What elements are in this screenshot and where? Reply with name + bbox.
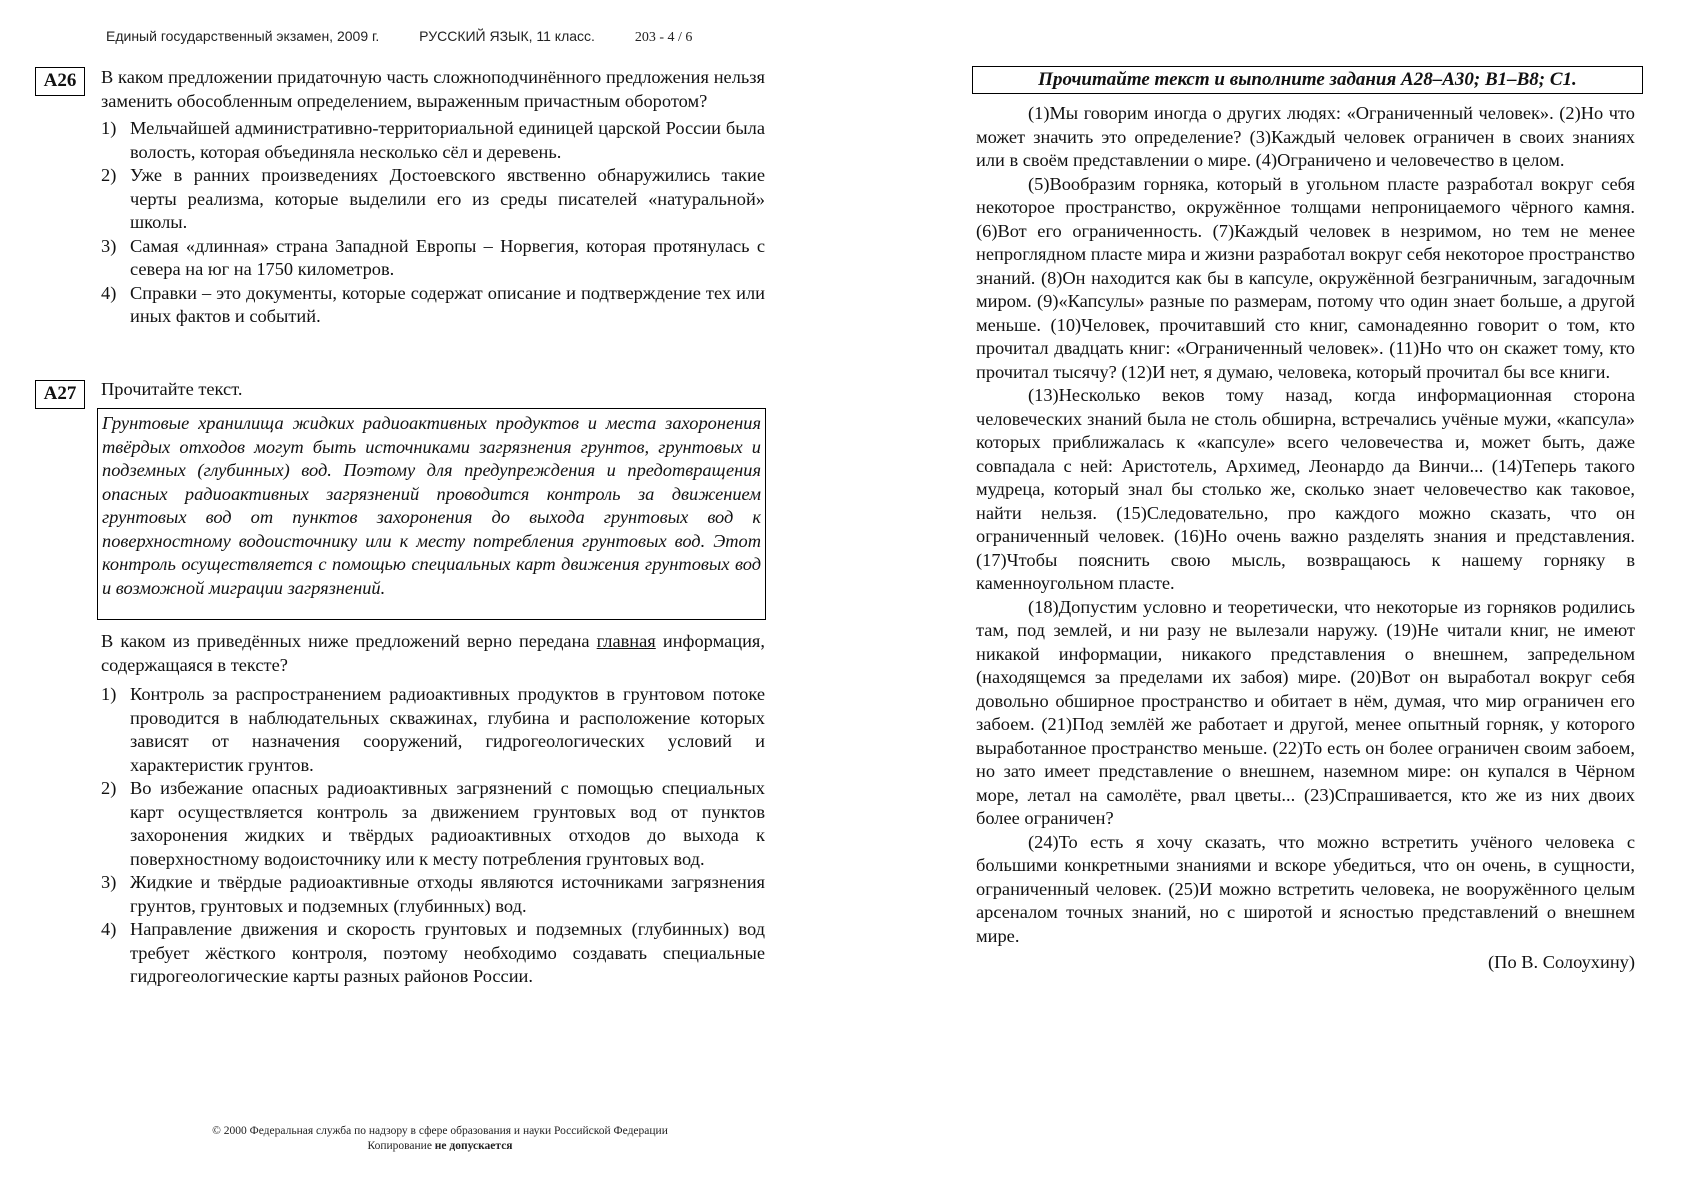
a26-option-1[interactable]: 1) Мельчайшей административно-территориальной единицей царской России была волость, которая объединяла несколько сёл и деревень.: [101, 118, 765, 162]
reading-author: (По В. Солоухину): [1488, 952, 1635, 972]
a27-options: [101, 683, 765, 989]
a27-option-4[interactable]: 4) Направление движения и скорость грунтовых и подземных (глубинных) вод требует жёсткого контроля, поэтому необходимо создавать специальные гидрогеологические карты разных районов России.: [101, 919, 765, 986]
page-footer: [160, 1124, 720, 1154]
exam-title: Единый государственный экзамен, 2009 г.: [106, 28, 380, 44]
a27-option-3[interactable]: 3) Жидкие и твёрдые радиоактивные отходы являются источниками загрязнения грунтов, грунтовых и подземных (глубинных) вод.: [101, 872, 765, 916]
a27-intro: Прочитайте текст.: [101, 379, 243, 399]
a26-question: В каком предложении придаточную часть сложноподчинённого предложения нельзя заменить обособленным определением, выраженным причастным оборотом?: [101, 67, 765, 111]
page-number: 203 - 4 / 6: [634, 30, 693, 45]
copy-notice: Копирование не допускается: [367, 1140, 513, 1152]
reading-paragraph: (13)Несколько веков тому назад, когда информационная сторона человеческих знаний была не столь обширна, встречались учёные мужи, «капсула» которых приближалась к «капсуле» всего человечества и, может быть, даже совпадала с ней: Аристотель, Архимед, Леонардо да Винчи... (14)Теперь такого мудреца, который знал бы столько же, сколько знает человечество как таковое, найти нельзя. (15)Следовательно, про каждого можно сказать, что он ограниченный человек. (16)Но очень важно разделять знания и представления. (17)Чтобы пояснить свою мысль, возвращаюсь к нашему горняку в каменноугольном пласте.: [976, 385, 1635, 593]
a27-question: В каком из приведённых ниже предложений верно передана главная информация, содержащаяся в тексте?: [101, 631, 765, 675]
a27-option-2[interactable]: 2) Во избежание опасных радиоактивных загрязнений с помощью специальных карт осуществляется контроль за движением грунтовых вод от пунктов захоронения жидких и твёрдых радиоактивных отходов до выхода к поверхностному водоисточнику или к месту потребления грунтовых вод.: [101, 778, 765, 869]
a26-option-2[interactable]: 2) Уже в ранних произведениях Достоевского явственно обнаружились такие черты реализма, которые выделили его из среды писателей «натуральной» школы.: [101, 165, 765, 232]
subject-title: РУССКИЙ ЯЗЫК, 11 класс.: [419, 28, 595, 44]
a26-options: [101, 117, 765, 329]
reading-text: [976, 102, 1635, 974]
a26-option-3[interactable]: 3) Самая «длинная» страна Западной Европы – Норвегия, которая протянулась с севера на юг на 1750 километров.: [101, 235, 765, 279]
a27-text-box: Грунтовые хранилища жидких радиоактивных продуктов и места захоронения твёрдых отходов могут быть источниками загрязнения грунтов, грунтовых и подземных (глубинных) вод. Поэтому для предупреждения и предотвращения опасных радиоактивных загрязнений проводится контроль за движением грунтовых вод от пунктов захоронения до выхода грунтовых вод к поверхностному водоисточнику или к месту потребления грунтовых вод. Этот контроль осуществляется с помощью специальных карт движения грунтовых вод и возможной миграции загрязнений.: [97, 408, 766, 620]
task-a26: [101, 66, 765, 329]
reading-paragraph: (5)Вообразим горняка, который в угольном пласте разработал вокруг себя некоторое пространство, окружённое толщами непроницаемого чёрного камня. (6)Вот его ограниченность. (7)Каждый человек в незримом, но тем не менее непроглядном пласте мира и жизни разработал вокруг себя некоторое пространство знаний. (8)Он находится как бы в капсуле, окружённой безграничным, загадочным миром. (9)«Капсулы» разные по размерам, потому что один знает больше, а другой меньше. (10)Человек, прочитавший сто книг, самонадеянно говорит о том, кто прочитал двадцать книг: «Ограниченный человек». (11)Но что он скажет тому, кто прочитал тысячу? (12)И нет, я думаю, человека, который прочитал бы все книги.: [976, 173, 1635, 382]
page-header: [106, 28, 692, 46]
task-label-a26: А26: [35, 67, 85, 96]
reading-instructions: Прочитайте текст и выполните задания А28–А30; В1–В8; С1.: [972, 66, 1643, 94]
reading-paragraph: (24)То есть я хочу сказать, что можно встретить учёного человека с большими конкретными знаниями и вскоре убедиться, что он очень, в сущности, ограниченный человек. (25)И можно встретить человека, не вооружённого целым арсеналом точных знаний, но с широтой и ясностью представлений о внешнем мире.: [976, 831, 1635, 946]
task-label-a27: А27: [35, 380, 85, 409]
a27-option-1[interactable]: 1) Контроль за распространением радиоактивных продуктов в грунтовом потоке проводится в наблюдательных скважинах, глубина и расположение которых зависят от назначения сооружений, гидрогеологических условий и характеристик грунтов.: [101, 684, 765, 775]
reading-paragraph: (18)Допустим условно и теоретически, что некоторые из горняков родились там, под землей, и ни разу не вылезали наружу. (19)Не читали книг, не имеют никакой информации, никакого представления о внешнем, запредельном (находящемся за пределами их забоя) мире. (20)Вот он выработал вокруг себя довольно обширное пространство и обитает в нём, думая, что мир ограничен его забоем. (21)Под землёй же работает и другой, менее опытный горняк, у которого выработанное пространство меньше. (22)То есть он более ограничен своим забоем, но зато имеет представление о внешнем, наземном мире: он купался в Чёрном море, летал на самолёте, рвал цветы... (23)Спрашивается, кто же из них двоих более ограничен?: [976, 596, 1635, 828]
task-a27: [101, 630, 765, 989]
copyright-line: © 2000 Федеральная служба по надзору в сфере образования и науки Российской Федерации: [212, 1125, 668, 1137]
reading-paragraph: (1)Мы говорим иногда о других людях: «Ограниченный человек». (2)Но что может значить это определение? (3)Каждый человек ограничен в своих знаниях или в своём представлении о мире. (4)Ограничено и человечество в целом.: [976, 103, 1635, 170]
a26-option-4[interactable]: 4) Справки – это документы, которые содержат описание и подтверждение тех или иных фактов и событий.: [101, 282, 765, 326]
